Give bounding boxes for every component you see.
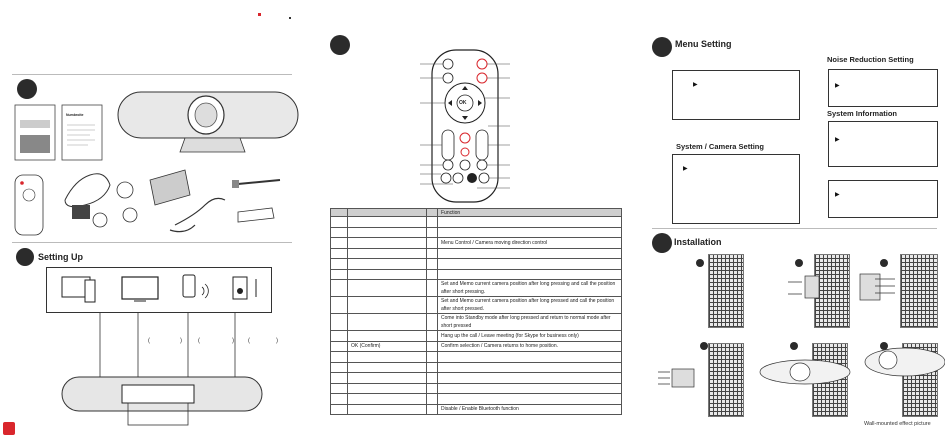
cursor-icon: ▶: [835, 83, 840, 89]
call-button: [443, 73, 453, 83]
table-row: [331, 217, 622, 228]
divider-2: [12, 242, 292, 243]
table-cell: [348, 217, 427, 228]
table-cell: [427, 352, 438, 363]
table-cell: [427, 238, 438, 249]
table-cell: [438, 269, 622, 280]
table-cell: [427, 383, 438, 394]
pdf-icon: [3, 422, 15, 435]
menu-button: [477, 160, 487, 170]
preset-2-button: [453, 173, 463, 183]
mic-button: [461, 148, 469, 156]
table-cell: [348, 269, 427, 280]
wall-caption: Wall-mounted effect picture: [864, 421, 931, 427]
table-cell: [438, 383, 622, 394]
preset-3-button: [479, 173, 489, 183]
table-cell: [331, 362, 348, 373]
table-cell: [348, 248, 427, 259]
table-cell: Menu Control / Camera moving direction control: [438, 238, 622, 249]
step-badge: [652, 233, 672, 253]
header-mark: [289, 17, 291, 19]
header-red-marks: [258, 13, 261, 16]
home-button: [460, 160, 470, 170]
table-cell: [331, 269, 348, 280]
table-cell: [331, 217, 348, 228]
table-cell: Confirm selection / Camera returns to home position.: [438, 341, 622, 352]
table-cell: [331, 331, 348, 342]
table-row: [331, 297, 622, 314]
table-row: [331, 341, 622, 352]
system-extra-box: [828, 180, 938, 218]
table-row: [331, 248, 622, 259]
table-cell: [348, 238, 427, 249]
menu-setting-title: Menu Setting: [675, 39, 732, 49]
mute-button: [460, 133, 470, 143]
monitor-icon: [122, 277, 158, 299]
hangup-button: [477, 73, 487, 83]
table-cell: [348, 314, 427, 331]
table-cell: [348, 259, 427, 270]
ok-label: OK: [459, 100, 467, 106]
cursor-icon: ▶: [835, 137, 840, 143]
table-cell: [331, 314, 348, 331]
paren-open-1: (: [148, 338, 150, 344]
table-row: [331, 269, 622, 280]
table-cell: [427, 227, 438, 238]
table-cell: [427, 394, 438, 405]
table-cell: [331, 297, 348, 314]
cursor-icon: ▶: [835, 192, 840, 198]
table-row: [331, 331, 622, 342]
remote-small: [15, 175, 43, 235]
table-cell: [331, 352, 348, 363]
table-row: [331, 238, 622, 249]
system-information-title: System Information: [827, 109, 898, 118]
table-cell: [348, 297, 427, 314]
table-header-cell: [331, 209, 348, 217]
table-cell: [438, 227, 622, 238]
wall-anchor: [238, 208, 274, 222]
step-badge: [330, 35, 350, 55]
volume-rocker: [476, 130, 488, 160]
table-cell: [348, 331, 427, 342]
table-cell: [427, 217, 438, 228]
system-information-box: [828, 121, 938, 167]
table-row: [331, 314, 622, 331]
table-row: [331, 280, 622, 297]
paren-open-2: (: [198, 338, 200, 344]
cursor-icon: ▶: [693, 82, 698, 88]
noise-reduction-box: [828, 69, 938, 107]
system-camera-setting-title: System / Camera Setting: [676, 142, 764, 151]
table-cell: Disable / Enable Bluetooth function: [438, 404, 622, 415]
table-cell: [427, 314, 438, 331]
plug-2: [93, 213, 107, 227]
table-cell: [348, 227, 427, 238]
paren-close-3: ): [276, 338, 278, 344]
step-badge: [16, 248, 34, 266]
table-cell: [348, 373, 427, 384]
setup-diagram: [40, 265, 280, 435]
table-header-cell: [348, 209, 427, 217]
table-cell: [427, 341, 438, 352]
table-cell: [427, 269, 438, 280]
table-cell: [438, 259, 622, 270]
package-contents-illustration: [10, 80, 300, 240]
zoom-rocker: [442, 130, 454, 160]
preset-1-button: [441, 173, 451, 183]
table-cell: [427, 280, 438, 297]
table-cell: Set and Memo current camera position after long pressed and call the position after short pressed.: [438, 297, 622, 314]
table-cell: [427, 259, 438, 270]
screw: [238, 180, 280, 184]
installation-title: Installation: [674, 237, 722, 247]
paren-open-3: (: [248, 338, 250, 344]
table-cell: [438, 352, 622, 363]
table-cell: [438, 394, 622, 405]
phone-icon: [183, 275, 195, 297]
table-cell: [348, 352, 427, 363]
divider-3: [652, 228, 937, 229]
table-cell: [438, 362, 622, 373]
wall-bracket: [150, 170, 190, 205]
table-row: [331, 394, 622, 405]
table-cell: [331, 404, 348, 415]
power-adapter: [65, 174, 110, 207]
divider: [12, 74, 292, 75]
table-cell: Come into Standby mode after long pressed and return to normal mode after short pressed: [438, 314, 622, 331]
table-cell: Hang up the call / Leave meeting (for Skype for business only): [438, 331, 622, 342]
table-cell: [427, 331, 438, 342]
cursor-icon: ▶: [683, 166, 688, 172]
table-cell: [348, 394, 427, 405]
installation-overlays: [650, 254, 945, 424]
back-button: [443, 160, 453, 170]
usb-cable: [175, 198, 225, 225]
table-cell: [427, 297, 438, 314]
table-cell: [348, 280, 427, 297]
power-button: [477, 59, 487, 69]
table-cell: [438, 248, 622, 259]
table-cell: [438, 373, 622, 384]
plug-3: [123, 208, 137, 222]
table-row: [331, 352, 622, 363]
table-cell: Set and Memo current camera position after long pressing and call the position after short pressing.: [438, 280, 622, 297]
table-cell: [331, 238, 348, 249]
table-cell: [348, 383, 427, 394]
table-row: [331, 259, 622, 270]
table-cell: [331, 341, 348, 352]
setting-up-title: Setting Up: [38, 252, 83, 262]
table-row: [331, 383, 622, 394]
table-cell: [331, 259, 348, 270]
table-cell: [438, 217, 622, 228]
table-row: [331, 373, 622, 384]
function-table: [330, 208, 622, 415]
table-cell: [331, 280, 348, 297]
table-row: [331, 227, 622, 238]
step-badge: [652, 37, 672, 57]
table-row: [331, 404, 622, 415]
table-cell: [331, 394, 348, 405]
table-cell: [427, 373, 438, 384]
noise-reduction-title: Noise Reduction Setting: [827, 55, 914, 64]
table-header-row: [331, 209, 622, 217]
table-cell: [348, 362, 427, 373]
table-cell: [331, 248, 348, 259]
camera-select-button: [443, 59, 453, 69]
table-header-cell: [427, 209, 438, 217]
table-row: [331, 362, 622, 373]
table-cell: [331, 227, 348, 238]
table-cell: [427, 248, 438, 259]
table-cell: [348, 404, 427, 415]
table-cell: [427, 404, 438, 415]
table-cell: [331, 373, 348, 384]
doc-card-brand: Numbroite: [66, 113, 84, 117]
paren-close-2: ): [232, 338, 234, 344]
paren-close-1: ): [180, 338, 182, 344]
menu-setting-box: [672, 70, 800, 120]
remote-control-diagram: [410, 48, 520, 208]
system-camera-setting-box: [672, 154, 800, 224]
table-header-function: Function: [438, 209, 622, 217]
table-cell: [427, 362, 438, 373]
plug: [117, 182, 133, 198]
bluetooth-button: [467, 173, 477, 183]
table-cell: OK (Confirm): [348, 341, 427, 352]
table-cell: [331, 383, 348, 394]
